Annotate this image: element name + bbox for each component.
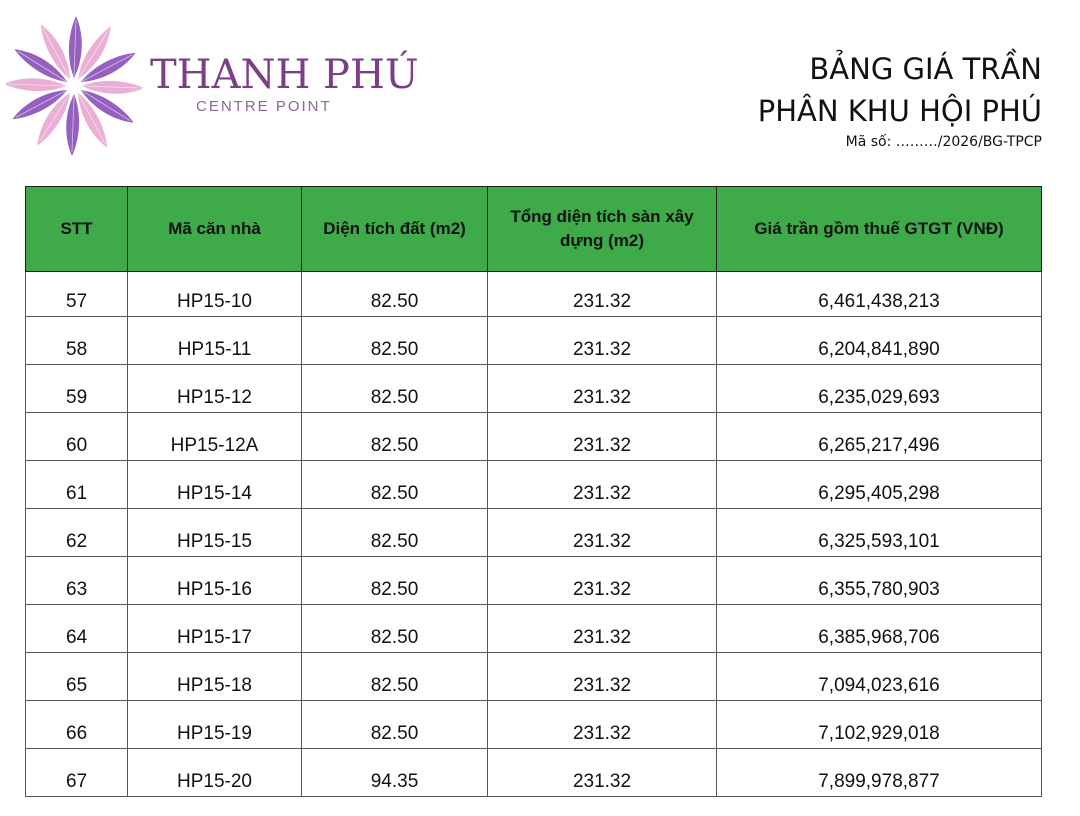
cell-unit-code: HP15-16 — [128, 557, 302, 605]
cell-ceiling-price: 6,204,841,890 — [717, 317, 1042, 365]
table-body — [26, 272, 1042, 797]
table-row — [26, 749, 1042, 797]
cell-land-area: 82.50 — [302, 509, 488, 557]
cell-stt: 57 — [26, 272, 128, 317]
column-header-unit-code: Mã căn nhà — [128, 187, 302, 272]
cell-unit-code: HP15-12 — [128, 365, 302, 413]
cell-floor-area: 231.32 — [488, 701, 717, 749]
cell-stt: 59 — [26, 365, 128, 413]
cell-unit-code: HP15-20 — [128, 749, 302, 797]
brand-subtitle: CENTRE POINT — [196, 98, 332, 115]
table-row — [26, 272, 1042, 317]
table-header-row — [26, 187, 1042, 272]
table-row — [26, 317, 1042, 365]
cell-stt: 67 — [26, 749, 128, 797]
column-header-land-area: Diện tích đất (m2) — [302, 187, 488, 272]
column-header-stt: STT — [26, 187, 128, 272]
heading-line-1: BẢNG GIÁ TRẦN — [809, 52, 1042, 86]
table-row — [26, 605, 1042, 653]
cell-floor-area: 231.32 — [488, 365, 717, 413]
cell-floor-area: 231.32 — [488, 413, 717, 461]
cell-land-area: 82.50 — [302, 605, 488, 653]
cell-stt: 66 — [26, 701, 128, 749]
cell-ceiling-price: 6,355,780,903 — [717, 557, 1042, 605]
brand-name: THANH PHÚ — [150, 52, 419, 98]
cell-land-area: 82.50 — [302, 272, 488, 317]
document-code: Mã số: ………/2026/BG-TPCP — [845, 134, 1042, 150]
cell-stt: 58 — [26, 317, 128, 365]
cell-ceiling-price: 7,094,023,616 — [717, 653, 1042, 701]
cell-ceiling-price: 6,461,438,213 — [717, 272, 1042, 317]
column-header-ceiling-price: Giá trần gồm thuế GTGT (VNĐ) — [717, 187, 1042, 272]
cell-ceiling-price: 7,102,929,018 — [717, 701, 1042, 749]
cell-land-area: 82.50 — [302, 653, 488, 701]
cell-stt: 65 — [26, 653, 128, 701]
cell-floor-area: 231.32 — [488, 749, 717, 797]
cell-land-area: 82.50 — [302, 701, 488, 749]
price-table — [25, 186, 1042, 797]
table-row — [26, 701, 1042, 749]
cell-unit-code: HP15-10 — [128, 272, 302, 317]
cell-unit-code: HP15-14 — [128, 461, 302, 509]
cell-ceiling-price: 6,265,217,496 — [717, 413, 1042, 461]
cell-stt: 63 — [26, 557, 128, 605]
cell-unit-code: HP15-18 — [128, 653, 302, 701]
cell-land-area: 82.50 — [302, 557, 488, 605]
cell-land-area: 94.35 — [302, 749, 488, 797]
table-row — [26, 461, 1042, 509]
table-row — [26, 413, 1042, 461]
cell-stt: 62 — [26, 509, 128, 557]
cell-land-area: 82.50 — [302, 317, 488, 365]
heading-line-2: PHÂN KHU HỘI PHÚ — [757, 94, 1042, 128]
cell-ceiling-price: 6,235,029,693 — [717, 365, 1042, 413]
cell-floor-area: 231.32 — [488, 317, 717, 365]
cell-unit-code: HP15-19 — [128, 701, 302, 749]
cell-land-area: 82.50 — [302, 365, 488, 413]
cell-stt: 61 — [26, 461, 128, 509]
cell-stt: 60 — [26, 413, 128, 461]
cell-unit-code: HP15-17 — [128, 605, 302, 653]
document-heading — [758, 48, 1042, 152]
table-row — [26, 557, 1042, 605]
cell-unit-code: HP15-11 — [128, 317, 302, 365]
table-row — [26, 365, 1042, 413]
cell-floor-area: 231.32 — [488, 653, 717, 701]
table-row — [26, 509, 1042, 557]
table-row — [26, 653, 1042, 701]
cell-floor-area: 231.32 — [488, 272, 717, 317]
cell-unit-code: HP15-12A — [128, 413, 302, 461]
cell-floor-area: 231.32 — [488, 461, 717, 509]
column-header-floor-area: Tổng diện tích sàn xây dựng (m2) — [488, 187, 717, 272]
cell-ceiling-price: 6,385,968,706 — [717, 605, 1042, 653]
flower-logo-icon — [6, 8, 142, 164]
cell-ceiling-price: 6,325,593,101 — [717, 509, 1042, 557]
cell-unit-code: HP15-15 — [128, 509, 302, 557]
cell-ceiling-price: 6,295,405,298 — [717, 461, 1042, 509]
cell-ceiling-price: 7,899,978,877 — [717, 749, 1042, 797]
cell-floor-area: 231.32 — [488, 509, 717, 557]
cell-land-area: 82.50 — [302, 461, 488, 509]
cell-floor-area: 231.32 — [488, 605, 717, 653]
cell-floor-area: 231.32 — [488, 557, 717, 605]
cell-stt: 64 — [26, 605, 128, 653]
cell-land-area: 82.50 — [302, 413, 488, 461]
